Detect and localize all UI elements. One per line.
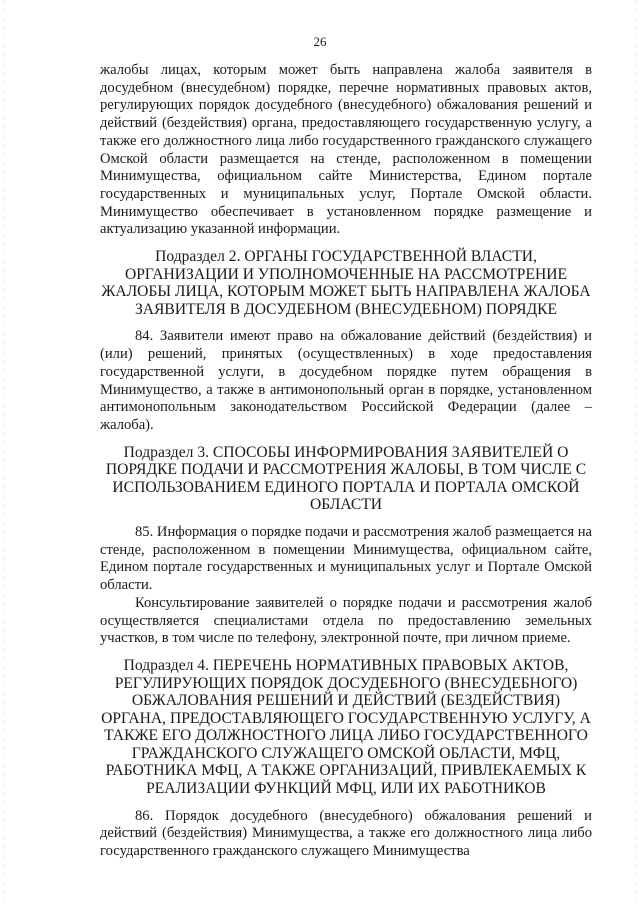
subsection-3-heading: Подраздел 3. СПОСОБЫ ИНФОРМИРОВАНИЯ ЗАЯВИТЕЛЕЙ О ПОРЯДКЕ ПОДАЧИ И РАССМОТРЕНИЯ ЖАЛОБЫ, В ТОМ ЧИСЛЕ С ИСПОЛЬЗОВАНИЕМ ЕДИНОГО ПОРТАЛА И ПОРТАЛА ОМСКОЙ ОБЛАСТИ — [105, 443, 587, 514]
page-number: 26 — [313, 34, 327, 49]
paragraph-86: 86. Порядок досудебного (внесудебного) обжалования решений и действий (бездействия) Минимущества, а также его должностного лица либо государственного гражданского служащего Минимущества — [100, 807, 592, 860]
left-page-edge — [4, 0, 5, 905]
subsection-4-heading: Подраздел 4. ПЕРЕЧЕНЬ НОРМАТИВНЫХ ПРАВОВЫХ АКТОВ, РЕГУЛИРУЮЩИХ ПОРЯДОК ДОСУДЕБНОГО (ВНЕСУДЕБНОГО) ОБЖАЛОВАНИЯ РЕШЕНИЙ И ДЕЙСТВИЙ (БЕЗДЕЙСТВИЯ) ОРГАНА, ПРЕДОСТАВЛЯЮЩЕГО ГОСУДАРСТВЕННУЮ УСЛУГУ, А ТАКЖЕ ЕГО ДОЛЖНОСТНОГО ЛИЦА ЛИБО ГОСУДАРСТВЕННОГО ГРАЖДАНСКОГО СЛУЖАЩЕГО ОМСКОЙ ОБЛАСТИ, МФЦ, РАБОТНИКА МФЦ, А ТАКЖЕ ОРГАНИЗАЦИЙ, ПРИВЛЕКАЕМЫХ К РЕАЛИЗАЦИИ ФУНКЦИЙ МФЦ, ИЛИ ИХ РАБОТНИКОВ — [101, 656, 591, 798]
paragraph-consultation: Консультирование заявителей о порядке подачи и рассмотрения жалоб осуществляется специалистами отдела по предоставлению земельных участков, в том числе по телефону, электронной почте, при личном приеме. — [100, 594, 592, 647]
subsection-2-heading: Подраздел 2. ОРГАНЫ ГОСУДАРСТВЕННОЙ ВЛАСТИ, ОРГАНИЗАЦИИ И УПОЛНОМОЧЕННЫЕ НА РАССМОТРЕНИЕ ЖАЛОБЫ ЛИЦА, КОТОРЫМ МОЖЕТ БЫТЬ НАПРАВЛЕНА ЖАЛОБА ЗАЯВИТЕЛЯ В ДОСУДЕБНОМ (ВНЕСУДЕБНОМ) ПОРЯДКЕ — [101, 248, 591, 318]
document-body — [100, 62, 592, 861]
paragraph-84: 84. Заявители имеют право на обжалование действий (бездействия) и (или) решений, принятых (осуществленных) в ходе предоставления государственной услуги, в досудебном порядке путем обращения в Минимущество, а также в антимонопольный орган в порядке, установленном антимонопольным законодательством Российской Федерации (далее – жалоба). — [100, 328, 592, 433]
paragraph-85: 85. Информация о порядке подачи и рассмотрения жалоб размещается на стенде, расположенном в помещении Минимущества, официальном сайте, Едином портале государственных и муниципальных услуг и Портале Омской области. — [100, 524, 592, 594]
paragraph-continuation: жалобы лицах, которым может быть направлена жалоба заявителя в досудебном (внесудебном) порядке, перечне нормативных правовых актов, регулирующих порядок досудебного (внесудебного) обжалования решений и действий (бездействия) органа, предоставляющего государственную услугу, а также его должностного лица либо государственного гражданского служащего Омской области размещается на стенде, расположенном в помещении Минимущества, официальном сайте Министерства, Едином портале государственных и муниципальных услуг, Портале Омской области. Минимущество обеспечивает в установленном порядке размещение и актуализацию указанной информации. — [100, 62, 592, 238]
right-page-edge — [635, 0, 636, 905]
